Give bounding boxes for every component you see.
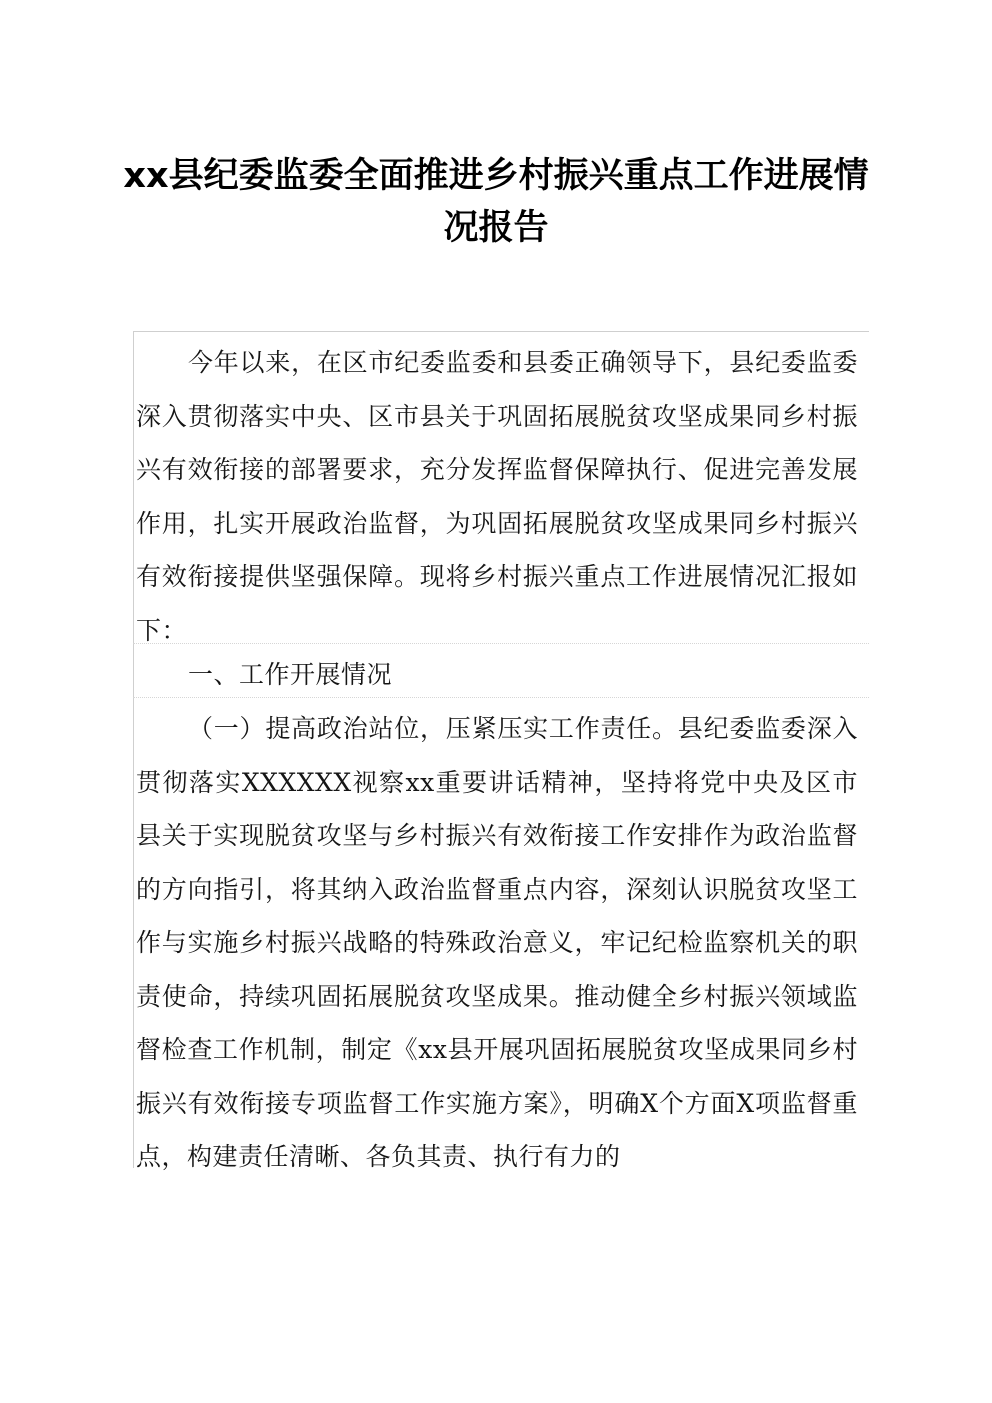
document-title: xx县纪委监委全面推进乡村振兴重点工作进展情况报告 (123, 156, 869, 248)
section-paragraph: （一）提高政治站位，压紧压实工作责任。县纪委监委深入贯彻落实XXXXXX视察xx重要讲话精神，坚持将党中央及区市县关于实现脱贫攻坚与乡村振兴有效衔接工作安排作为政治监督的方向指引，将其纳入政治监督重点内容，深刻认识脱贫攻坚工作与实施乡村振兴战略的特殊政治意义，牢记纪检监察机关的职责使命，持续巩固拓展脱贫攻坚成果。推动健全乡村振兴领域监督检查工作机制，制定《xx县开展巩固拓展脱贫攻坚成果同乡村振兴有效衔接专项监督工作实施方案》，明确X个方面X项监督重点，构建责任清晰、各负其责、执行有力的 (136, 714, 858, 1171)
paragraph-divider (133, 643, 869, 644)
paragraph-divider (133, 697, 869, 698)
section-heading: 一、工作开展情况 (188, 660, 393, 689)
intro-paragraph: 今年以来，在区市纪委监委和县委正确领导下，县纪委监委深入贯彻落实中央、区市县关于巩固拓展脱贫攻坚成果同乡村振兴有效衔接的部署要求，充分发挥监督保障执行、促进完善发展作用，扎实开展政治监督，为巩固拓展脱贫攻坚成果同乡村振兴有效衔接提供坚强保障。现将乡村振兴重点工作进展情况汇报如下： (136, 348, 858, 645)
top-divider (133, 331, 869, 332)
